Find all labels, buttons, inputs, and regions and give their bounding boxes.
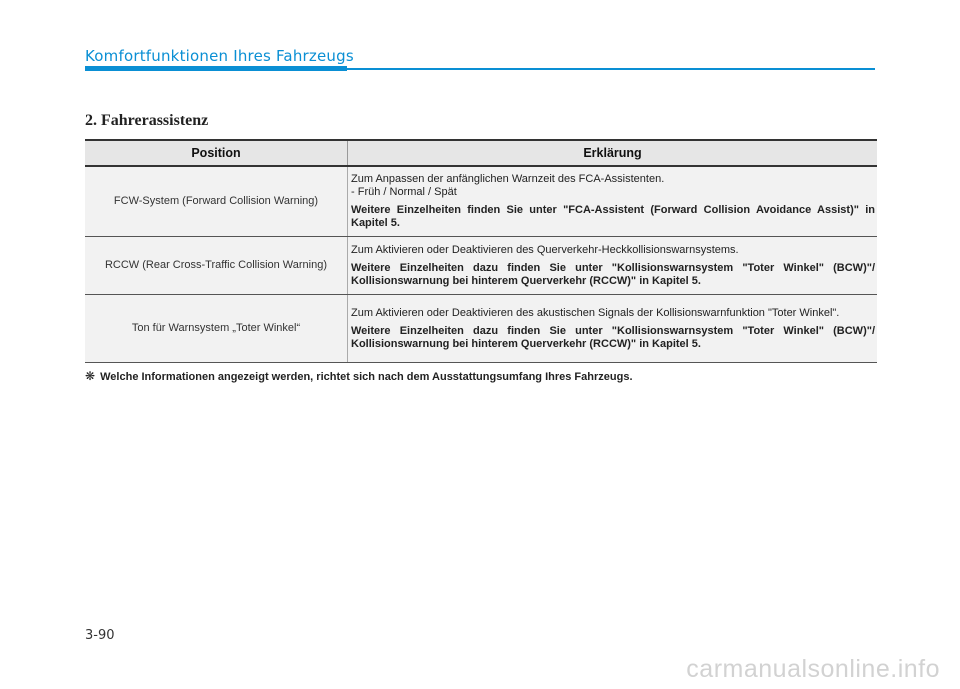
position-cell: RCCW (Rear Cross-Traffic Collision Warning) [85,236,348,294]
explanation-cell [348,166,878,236]
table-header-row [85,140,877,166]
section-title: 2. Fahrerassistenz [85,112,209,129]
explanation-description: Zum Aktivieren oder Deaktivieren des Querverkehr-Heckkollisionswarnsystems. [351,243,739,256]
position-cell: Ton für Warnsystem „Toter Winkel“ [85,294,348,362]
column-header-position: Position [85,140,348,166]
chapter-title: Komfortfunktionen Ihres Fahrzeugs [85,47,354,65]
explanation-options: - Früh / Normal / Spät [351,186,457,199]
explanation-description: Zum Anpassen der anfänglichen Warnzeit des FCA-Assistenten. [351,173,665,186]
explanation-cell [348,236,878,294]
table-row [85,294,877,362]
table-row [85,236,877,294]
explanation-reference: Weitere Einzelheiten finden Sie unter "FCA-Assistent (Forward Collision Avoidance Assist)" in Kapitel 5. [351,204,875,230]
explanation-description: Zum Aktivieren oder Deaktivieren des akustischen Signals der Kollisionswarnfunktion "Toter Winkel". [351,306,840,319]
position-cell: FCW-System (Forward Collision Warning) [85,166,348,236]
footnote-mark-icon: ❋ [85,369,96,383]
explanation-cell [348,294,878,362]
page-number: 3-90 [85,628,115,643]
column-header-explanation: Erklärung [348,140,878,166]
header-accent-bar [85,66,347,71]
table-row [85,166,877,236]
header-rule [347,68,875,70]
explanation-text [351,173,875,199]
footnote [85,369,877,383]
explanation-reference: Weitere Einzelheiten dazu finden Sie unter "Kollisionswarnsystem "Toter Winkel" (BCW)"/ Kollisionswarnung bei hinterem Querverkehr (RCCW)" in Kapitel 5. [351,261,875,287]
settings-table [85,139,877,363]
watermark: carmanualsonline.info [686,655,940,683]
page-header [0,0,960,80]
explanation-reference: Weitere Einzelheiten dazu finden Sie unter "Kollisionswarnsystem "Toter Winkel" (BCW)"/ Kollisionswarnung bei hinterem Querverkehr (RCCW)" in Kapitel 5. [351,324,875,350]
footnote-text: Welche Informationen angezeigt werden, richtet sich nach dem Ausstattungsumfang Ihres Fahrzeugs. [100,371,633,383]
